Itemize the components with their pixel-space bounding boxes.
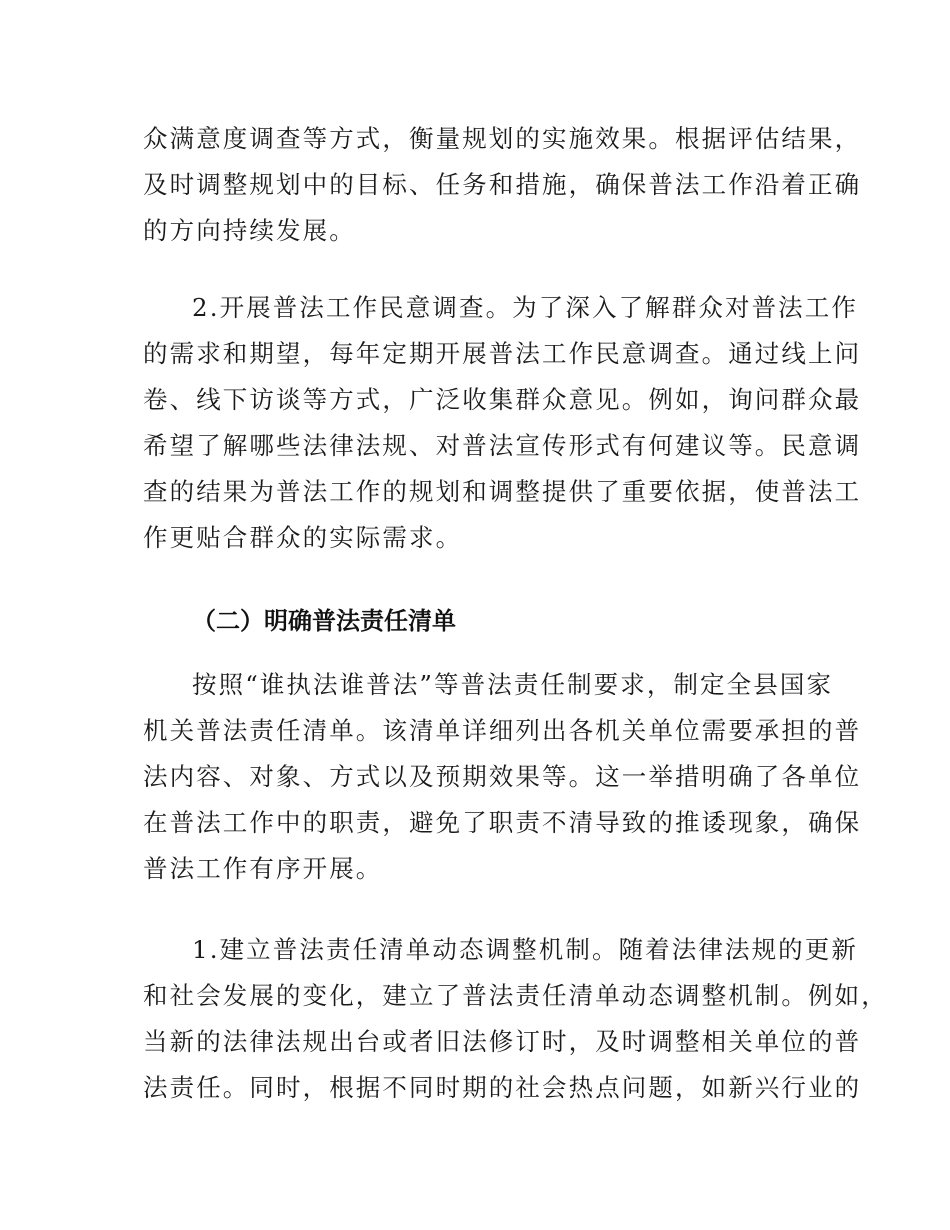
- paragraph-line: 1.建立普法责任清单动态调整机制。随着法律法规的更新: [192, 935, 858, 964]
- paragraph-opinion-survey: [143, 285, 862, 561]
- paragraph-line: 希望了解哪些法律法规、对普法宣传形式有何建议等。民意调: [143, 431, 862, 460]
- paragraph-line: 在普法工作中的职责，避免了职责不清导致的推诿现象，确保: [143, 808, 862, 837]
- paragraph-line: 的方向持续发展。: [143, 216, 356, 245]
- paragraph-line: 和社会发展的变化，建立了普法责任清单动态调整机制。例如，: [143, 981, 888, 1010]
- paragraph-line: 按照“谁执法谁普法”等普法责任制要求，制定全县国家: [192, 670, 834, 699]
- paragraph-dynamic-adjustment: [143, 927, 888, 1111]
- paragraph-evaluation-continued: [143, 116, 862, 254]
- paragraph-line: 众满意度调查等方式，衡量规划的实施效果。根据评估结果，: [143, 124, 862, 153]
- paragraph-line: 卷、线下访谈等方式，广泛收集群众意见。例如，询问群众最: [143, 385, 862, 414]
- paragraph-line: 当新的法律法规出台或者旧法修订时，及时调整相关单位的普: [143, 1027, 862, 1056]
- paragraph-line: 法内容、对象、方式以及预期效果等。这一举措明确了各单位: [143, 762, 862, 791]
- paragraph-responsibility-list: [143, 662, 862, 892]
- paragraph-line: 机关普法责任清单。该清单详细列出各机关单位需要承担的普: [143, 716, 862, 745]
- paragraph-line: 及时调整规划中的目标、任务和措施，确保普法工作沿着正确: [143, 170, 862, 199]
- paragraph-line: 法责任。同时，根据不同时期的社会热点问题，如新兴行业的: [143, 1073, 862, 1102]
- paragraph-line: 的需求和期望，每年定期开展普法工作民意调查。通过线上问: [143, 339, 862, 368]
- section-heading: （二）明确普法责任清单: [192, 607, 456, 635]
- paragraph-line: 查的结果为普法工作的规划和调整提供了重要依据，使普法工: [143, 477, 862, 506]
- paragraph-line: 普法工作有序开展。: [143, 854, 383, 883]
- paragraph-line: 作更贴合群众的实际需求。: [143, 523, 463, 552]
- paragraph-line: 2.开展普法工作民意调查。为了深入了解群众对普法工作: [192, 293, 858, 322]
